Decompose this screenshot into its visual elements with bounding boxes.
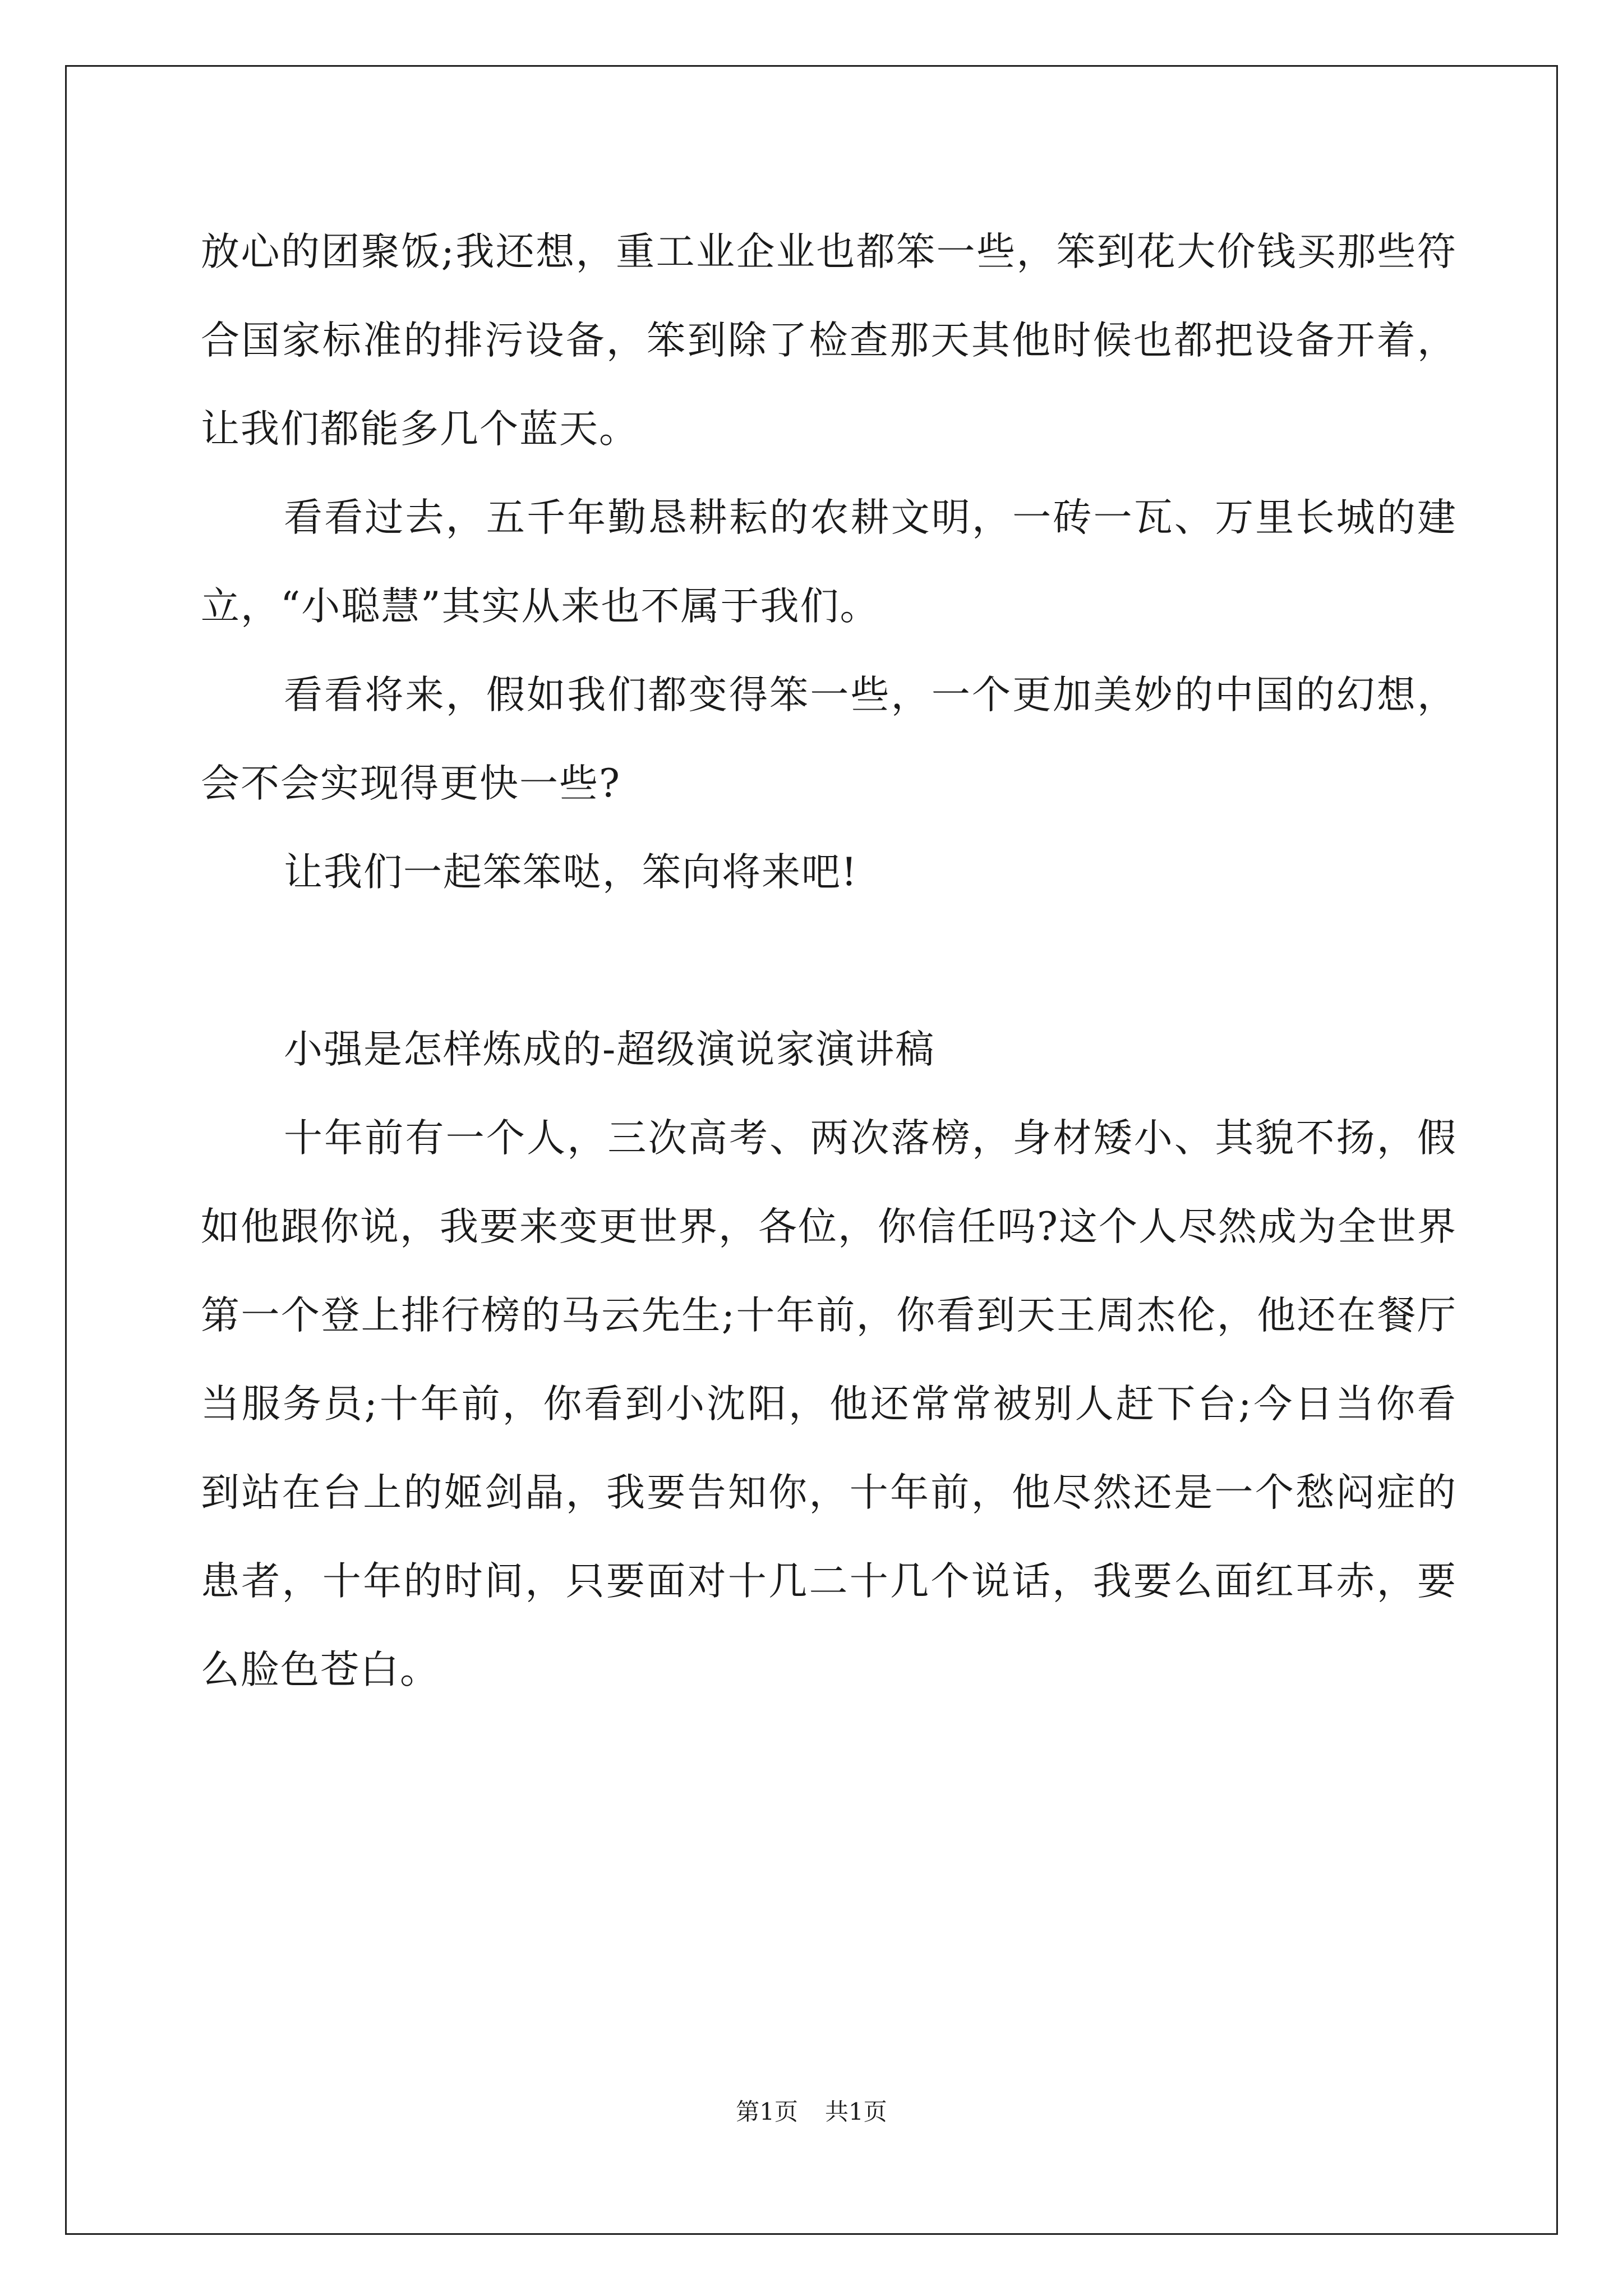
page-total: 共1页 [825,2098,887,2125]
paragraph: 让我们一起笨笨哒，笨向将来吧! [284,850,858,895]
page-footer [0,2093,1623,2127]
document-body [201,208,1457,1714]
paragraph-continued: 放心的团聚饭;我还想，重工业企业也都笨一些，笨到花大价钱买那些符合国家标准的排污设备，笨到除了检查那天其他时候也都把设备开着，让我们都能多几个蓝天。 [201,229,1457,452]
page-number: 第1页 [736,2098,798,2125]
section-title: 小强是怎样炼成的-超级演说家演讲稿 [284,1027,935,1072]
paragraph: 十年前有一个人，三次高考、两次落榜，身材矮小、其貌不扬，假如他跟你说，我要来变更世界，各位，你信任吗?这个人尽然成为全世界第一个登上排行榜的马云先生;十年前，你看到天王周杰伦，他还在餐厅当服务员;十年前，你看到小沈阳，他还常常被别人赶下台;今日当你看到站在台上的姬剑晶，我要告知你，十年前，他尽然还是一个愁闷症的患者，十年的时间，只要面对十几二十几个说话，我要么面红耳赤，要么脸色苍白。 [201,1116,1457,1692]
paragraph: 看看将来，假如我们都变得笨一些，一个更加美妙的中国的幻想，会不会实现得更快一些? [201,673,1457,806]
paragraph: 看看过去，五千年勤恳耕耘的农耕文明，一砖一瓦、万里长城的建立，“小聪慧”其实从来也不属于我们。 [201,495,1457,629]
